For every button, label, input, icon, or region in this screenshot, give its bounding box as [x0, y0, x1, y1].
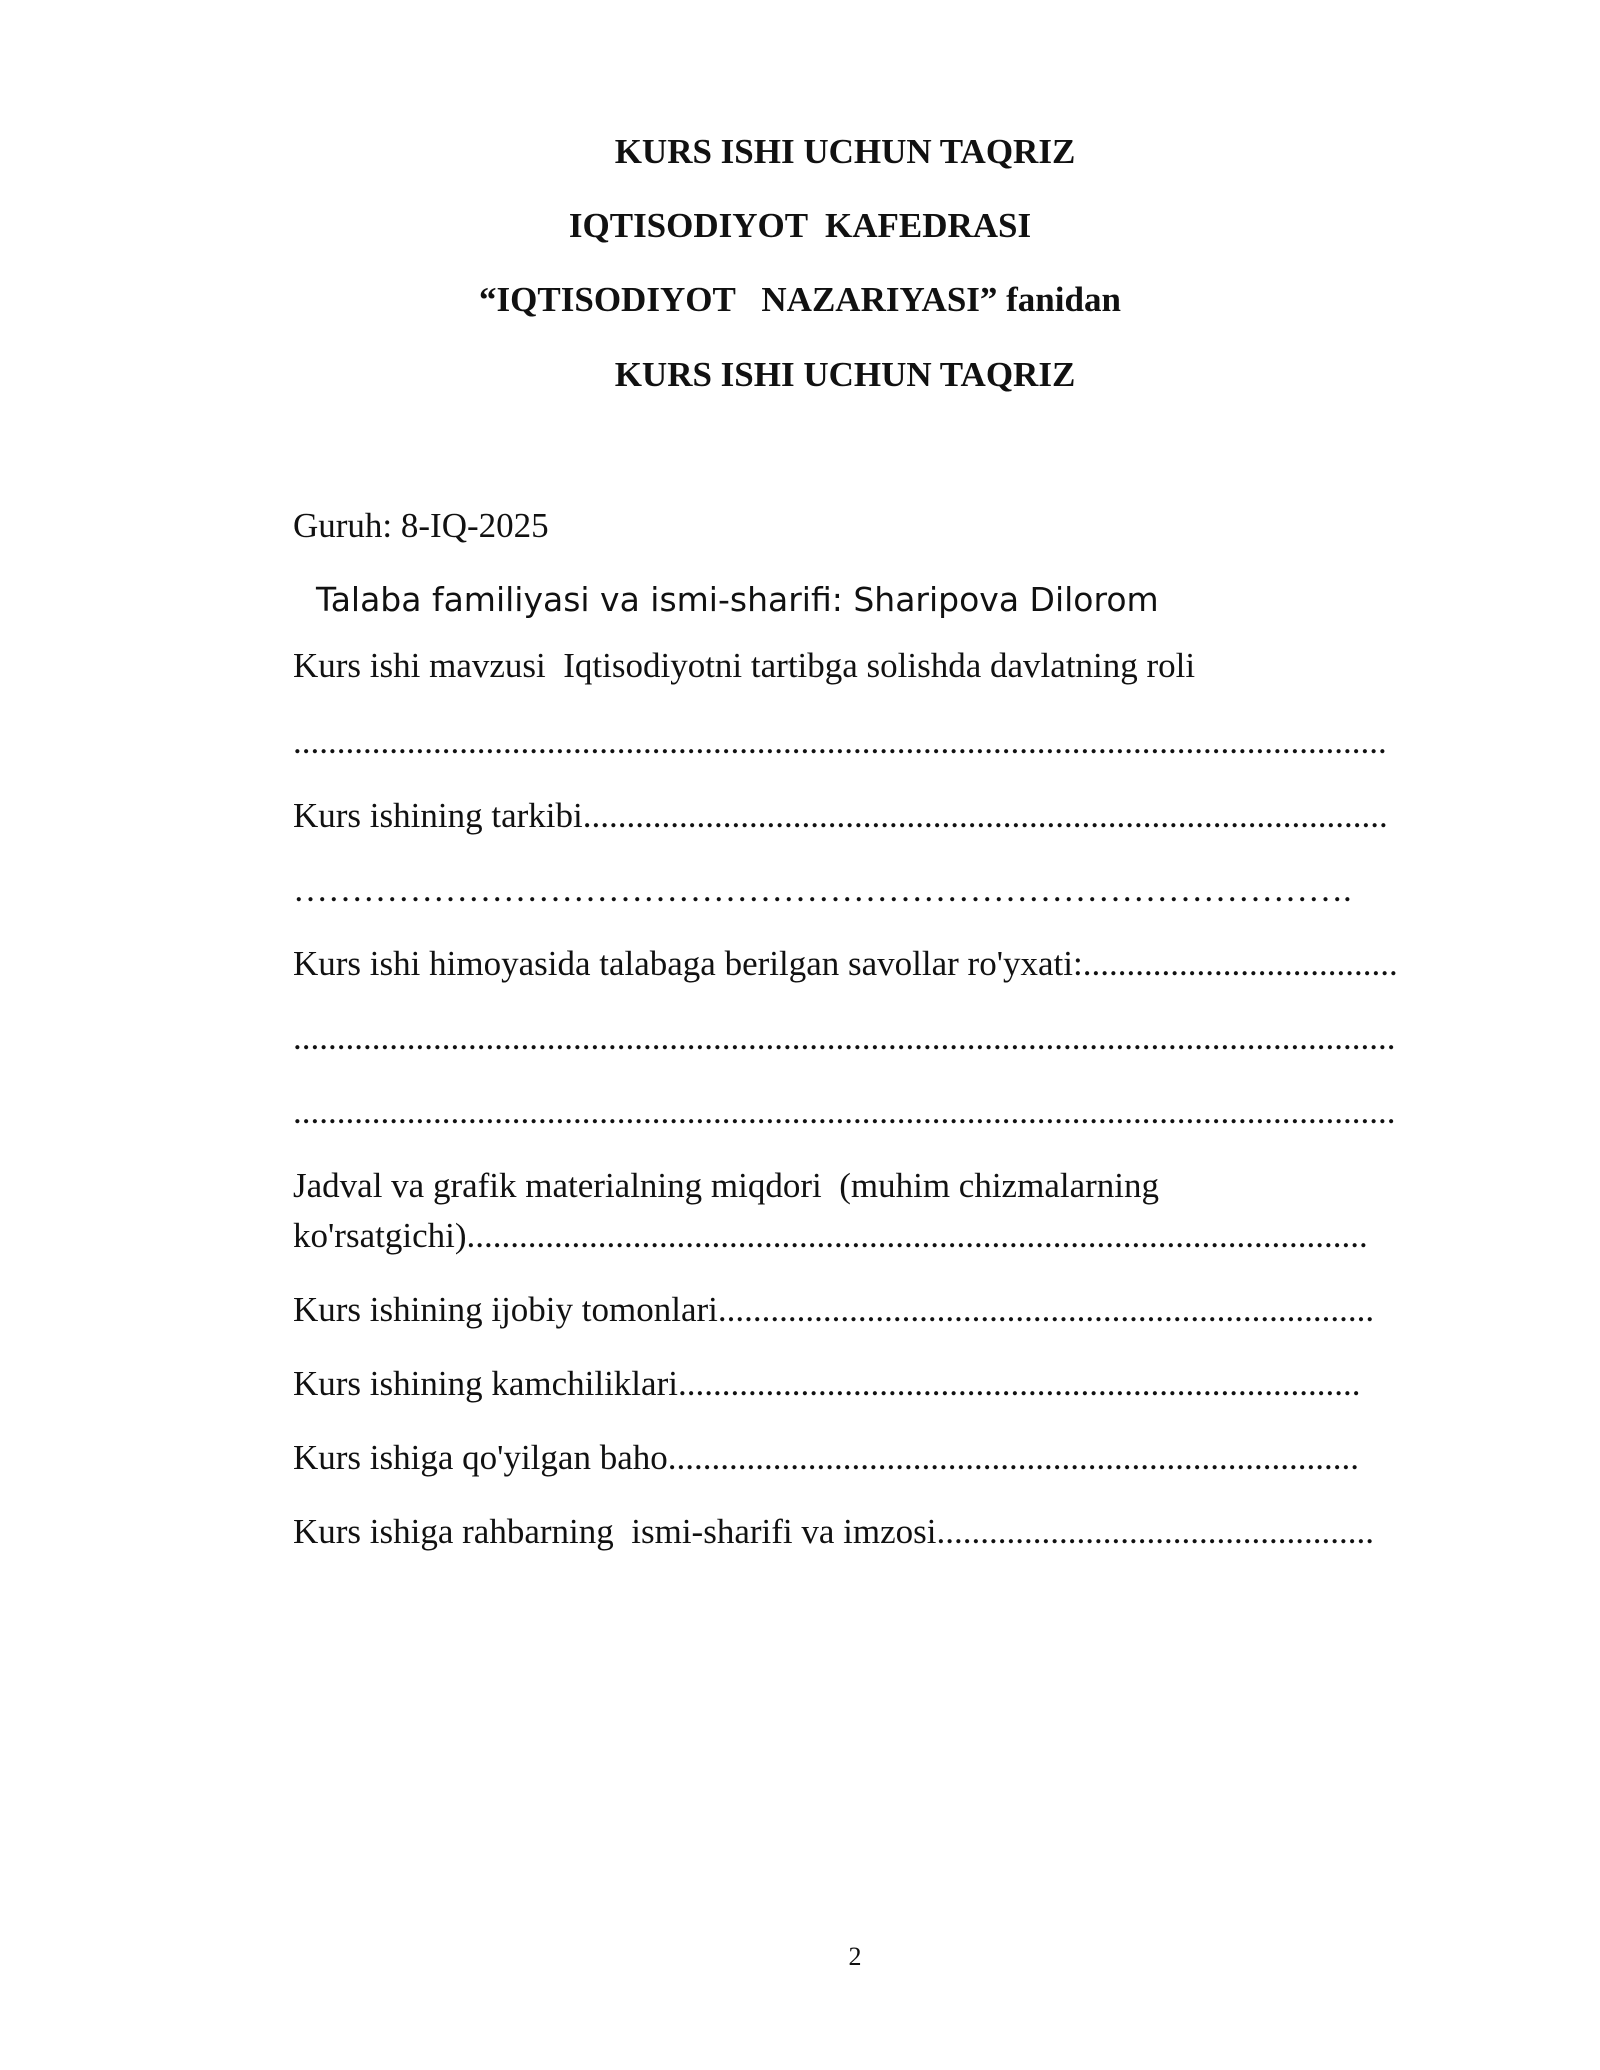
questions-field: Kurs ishi himoyasida talabaga berilgan savollar ro'yxati:.................................... [293, 944, 1398, 983]
blank-dotted-line: ............................................................................................................................. [293, 722, 1387, 761]
topic-field: Kurs ishi mavzusi Iqtisodiyotni tartibga solishda davlatning roli [293, 646, 1196, 685]
blank-dotted-line: .............................................................................................................................. [293, 1018, 1396, 1057]
supervisor-signature-field: Kurs ishiga rahbarning ismi-sharifi va imzosi.................................................. [293, 1512, 1374, 1551]
page-number: 2 [848, 1942, 862, 1971]
blank-dotted-line: ………………………………………………………………………………. [293, 870, 1352, 909]
document-title: KURS ISHI UCHUN TAQRIZ [614, 132, 1076, 171]
structure-field: Kurs ishining tarkibi............................................................................................ [293, 796, 1388, 835]
grade-field: Kurs ishiga qo'yilgan baho............................................................................... [293, 1438, 1359, 1477]
student-name-field: Talaba familiyasi va ismi-sharifi: Sharipova Dilorom [316, 580, 1159, 619]
positives-field: Kurs ishining ijobiy tomonlari........................................................................... [293, 1290, 1375, 1329]
document-subtitle: KURS ISHI UCHUN TAQRIZ [614, 355, 1076, 394]
department-heading: IQTISODIYOT KAFEDRASI [568, 206, 1032, 245]
blank-dotted-line: .............................................................................................................................. [293, 1092, 1396, 1131]
subject-heading: “IQTISODIYOT NAZARIYASI” fanidan [479, 280, 1121, 319]
tables-field-line1: Jadval va grafik materialning miqdori (muhim chizmalarning [293, 1166, 1159, 1205]
group-field: Guruh: 8-IQ-2025 [293, 506, 549, 545]
shortcomings-field: Kurs ishining kamchiliklari.............................................................................. [293, 1364, 1361, 1403]
tables-field-line2: ko'rsatgichi)....................................................................................................... [293, 1216, 1368, 1255]
